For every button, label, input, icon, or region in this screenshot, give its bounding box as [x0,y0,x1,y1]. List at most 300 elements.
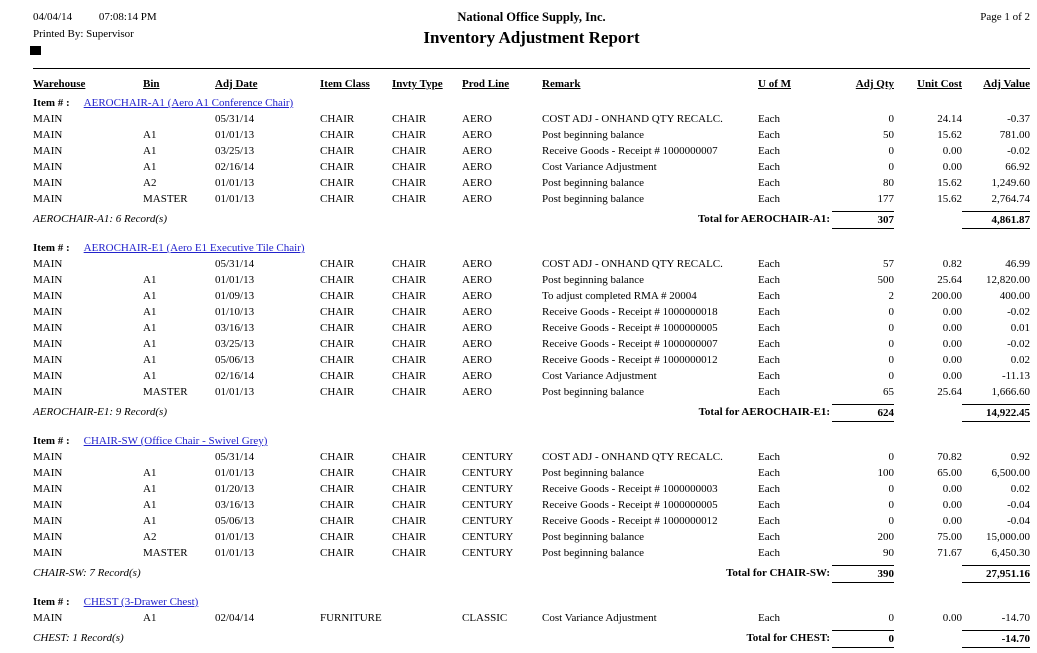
cell-uofm: Each [758,451,780,463]
table-row [33,175,1030,191]
cell-adj-qty: 0 [888,483,894,495]
cell-adj-qty: 100 [877,467,894,479]
cell-uofm: Each [758,547,780,559]
group-total-qty: 0 [832,630,894,648]
cell-remark: Receive Goods - Receipt # 1000000003 [542,483,718,495]
cell-adj-value: -0.02 [1007,306,1030,318]
cell-prod-line: AERO [462,354,492,366]
table-row [33,304,1030,320]
item-number-label: Item # : [33,97,70,109]
table-row [33,529,1030,545]
cell-uofm: Each [758,177,780,189]
cell-invty-type: CHAIR [392,193,427,205]
cell-adj-qty: 0 [888,515,894,527]
cell-uofm: Each [758,306,780,318]
cell-warehouse: MAIN [33,354,63,366]
group-total-qty: 390 [832,565,894,583]
cell-unit-cost: 71.67 [937,547,962,559]
cell-unit-cost: 0.00 [942,499,962,511]
cell-warehouse: MAIN [33,515,63,527]
cell-warehouse: MAIN [33,193,63,205]
cell-item-class: CHAIR [320,354,355,366]
cell-item-class: CHAIR [320,258,355,270]
item-group [33,594,1030,648]
cell-item-class: CHAIR [320,451,355,463]
cell-adj-qty: 0 [888,113,894,125]
cell-item-class: CHAIR [320,370,355,382]
cell-bin: A2 [143,177,157,189]
cell-bin: A1 [143,370,157,382]
cell-prod-line: CENTURY [462,483,514,495]
cell-uofm: Each [758,193,780,205]
cell-bin: MASTER [143,386,188,398]
cell-adj-date: 05/06/13 [215,515,255,527]
table-row [33,449,1030,465]
cell-adj-qty: 0 [888,161,894,173]
cell-item-class: CHAIR [320,483,355,495]
table-row [33,336,1030,352]
column-header-label: Unit Cost [917,78,962,90]
report-header [33,10,1030,68]
cell-adj-value: -0.02 [1007,338,1030,350]
cell-unit-cost: 0.00 [942,354,962,366]
group-total-unitcost-empty [894,565,962,583]
cell-prod-line: AERO [462,322,492,334]
item-number-label: Item # : [33,242,70,254]
print-time: 07:08:14 PM [98,11,157,23]
cell-warehouse: MAIN [33,499,63,511]
cell-adj-value: 46.99 [1005,258,1030,270]
cell-remark: Cost Variance Adjustment [542,161,657,173]
cell-unit-cost: 15.62 [937,177,962,189]
cell-bin: A1 [143,515,157,527]
column-header-uofm [758,75,832,93]
cell-invty-type: CHAIR [392,177,427,189]
cell-invty-type [392,610,462,626]
cell-invty-type: CHAIR [392,467,427,479]
cell-adj-value: -0.37 [1007,113,1030,125]
cell-invty-type: CHAIR [392,354,427,366]
item-link[interactable]: AEROCHAIR-A1 (Aero A1 Conference Chair) [83,97,294,109]
cell-prod-line: CENTURY [462,547,514,559]
cell-item-class: CHAIR [320,113,355,125]
cell-adj-value: -14.70 [1001,612,1030,624]
cell-bin: MASTER [143,193,188,205]
cell-remark: Cost Variance Adjustment [542,612,657,624]
printed-by: Printed By: Supervisor [33,28,134,40]
cell-adj-value: 781.00 [999,129,1030,141]
cell-remark: Receive Goods - Receipt # 1000000005 [542,322,718,334]
cell-adj-date: 01/01/13 [215,386,255,398]
header-rule [33,68,1030,69]
cell-bin: A1 [143,322,157,334]
cell-adj-value: 66.92 [1005,161,1030,173]
cell-warehouse: MAIN [33,322,63,334]
cell-adj-value: 0.01 [1010,322,1030,334]
cell-adj-date: 05/06/13 [215,354,255,366]
cell-adj-date: 02/16/14 [215,370,255,382]
cell-remark: Post beginning balance [542,547,645,559]
table-row [33,320,1030,336]
column-header-item-class [320,75,392,93]
group-record-count: AEROCHAIR-E1: 9 Record(s) [33,406,167,418]
column-header-label: Item Class [320,78,370,90]
cell-uofm: Each [758,483,780,495]
column-header-label: Warehouse [33,78,86,90]
cell-adj-qty: 2 [888,290,894,302]
cell-remark: Post beginning balance [542,129,645,141]
cell-warehouse: MAIN [33,451,63,463]
cell-adj-qty: 0 [888,370,894,382]
cell-prod-line: AERO [462,129,492,141]
cell-invty-type: CHAIR [392,129,427,141]
cell-adj-date: 01/01/13 [215,129,255,141]
cell-adj-qty: 65 [883,386,894,398]
cell-invty-type: CHAIR [392,547,427,559]
cell-unit-cost: 0.00 [942,612,962,624]
cell-remark: Post beginning balance [542,531,645,543]
column-header-adj-qty [832,75,894,93]
cell-invty-type: CHAIR [392,386,427,398]
cell-adj-date: 01/01/13 [215,274,255,286]
column-header-label: Remark [542,78,581,90]
cell-invty-type: CHAIR [392,531,427,543]
table-row [33,143,1030,159]
cell-warehouse: MAIN [33,386,63,398]
column-header-bin [143,75,215,93]
cell-uofm: Each [758,467,780,479]
group-total-value: 14,922.45 [962,404,1030,422]
cell-bin: A1 [143,467,157,479]
cell-prod-line: AERO [462,113,492,125]
column-header-label: U of M [758,78,791,90]
cell-prod-line: AERO [462,338,492,350]
cell-adj-value: -11.13 [1001,370,1030,382]
cell-adj-date: 01/10/13 [215,306,255,318]
cell-adj-value: 0.92 [1010,451,1030,463]
cell-adj-qty: 0 [888,612,894,624]
cell-warehouse: MAIN [33,306,63,318]
cell-warehouse: MAIN [33,483,63,495]
cell-adj-qty: 0 [888,306,894,318]
table-row [33,127,1030,143]
cell-prod-line: AERO [462,306,492,318]
cell-unit-cost: 0.00 [942,145,962,157]
cell-adj-qty: 50 [883,129,894,141]
table-row [33,497,1030,513]
column-header-label: Adj Qty [855,78,894,90]
cell-prod-line: AERO [462,290,492,302]
item-link[interactable]: AEROCHAIR-E1 (Aero E1 Executive Tile Chair) [83,242,305,254]
column-header-adj-date [215,75,320,93]
cell-remark: COST ADJ - ONHAND QTY RECALC. [542,113,723,125]
cell-invty-type: CHAIR [392,370,427,382]
cell-unit-cost: 24.14 [937,113,962,125]
cell-uofm: Each [758,354,780,366]
cell-remark: Receive Goods - Receipt # 1000000012 [542,354,718,366]
cell-adj-qty: 500 [877,274,894,286]
cell-adj-date: 05/31/14 [215,113,255,125]
cell-invty-type: CHAIR [392,515,427,527]
item-group [33,240,1030,422]
table-row [33,191,1030,207]
cell-uofm: Each [758,386,780,398]
cell-adj-qty: 177 [877,193,894,205]
cell-adj-qty: 0 [888,322,894,334]
column-header-label: Invty Type [392,78,443,90]
cell-uofm: Each [758,338,780,350]
cell-adj-qty: 0 [888,145,894,157]
cell-uofm: Each [758,531,780,543]
cell-warehouse: MAIN [33,129,63,141]
column-header-warehouse [33,75,143,93]
cell-invty-type: CHAIR [392,161,427,173]
cell-adj-qty: 57 [883,258,894,270]
cell-unit-cost: 15.62 [937,129,962,141]
group-total-label: Total for AEROCHAIR-E1: [698,406,830,418]
cell-prod-line: AERO [462,145,492,157]
cell-item-class: CHAIR [320,531,355,543]
cell-adj-value: 1,249.60 [991,177,1030,189]
cell-adj-date: 03/25/13 [215,338,255,350]
cell-unit-cost: 25.64 [937,386,962,398]
cell-item-class: CHAIR [320,338,355,350]
column-header-label: Bin [143,78,160,90]
cell-unit-cost: 15.62 [937,193,962,205]
cell-adj-value: 0.02 [1010,354,1030,366]
item-group [33,95,1030,229]
cell-warehouse: MAIN [33,338,63,350]
cell-unit-cost: 0.00 [942,515,962,527]
cell-bin [143,256,215,272]
column-header-label: Adj Date [215,78,258,90]
item-header-row [33,95,1030,111]
cell-adj-value: -0.02 [1007,145,1030,157]
cell-uofm: Each [758,113,780,125]
cell-adj-value: 2,764.74 [991,193,1030,205]
group-footer-row [33,211,1030,229]
group-record-count: CHEST: 1 Record(s) [33,632,124,644]
cell-remark: Post beginning balance [542,386,645,398]
cell-unit-cost: 75.00 [937,531,962,543]
cell-item-class: CHAIR [320,547,355,559]
cell-warehouse: MAIN [33,177,63,189]
cell-item-class: CHAIR [320,386,355,398]
cell-unit-cost: 0.00 [942,338,962,350]
cell-bin: A1 [143,306,157,318]
cell-invty-type: CHAIR [392,290,427,302]
cell-adj-qty: 200 [877,531,894,543]
cell-bin [143,111,215,127]
cell-prod-line: AERO [462,274,492,286]
cell-uofm: Each [758,290,780,302]
page-title: Inventory Adjustment Report [423,28,640,47]
cell-adj-date: 03/16/13 [215,499,255,511]
header-center [33,10,1030,48]
item-number-label: Item # : [33,596,70,608]
cell-adj-date: 01/01/13 [215,177,255,189]
group-footer-row [33,404,1030,422]
cell-item-class: CHAIR [320,322,355,334]
cell-bin: A1 [143,129,157,141]
group-record-count: AEROCHAIR-A1: 6 Record(s) [33,213,167,225]
table-row [33,159,1030,175]
cell-adj-value: -0.04 [1007,499,1030,511]
cell-adj-qty: 90 [883,547,894,559]
cell-bin: A1 [143,499,157,511]
cell-adj-qty: 0 [888,338,894,350]
cell-item-class: CHAIR [320,193,355,205]
item-link[interactable]: CHAIR-SW (Office Chair - Swivel Grey) [83,435,268,447]
cell-item-class: CHAIR [320,129,355,141]
cell-unit-cost: 0.00 [942,370,962,382]
cell-uofm: Each [758,145,780,157]
cell-invty-type: CHAIR [392,145,427,157]
cell-warehouse: MAIN [33,370,63,382]
page-indicator: Page 1 of 2 [980,11,1030,23]
cell-warehouse: MAIN [33,612,63,624]
cell-item-class: CHAIR [320,145,355,157]
group-total-label: Total for CHEST: [746,632,830,644]
cell-warehouse: MAIN [33,145,63,157]
print-date: 04/04/14 [33,11,73,23]
cell-remark: Receive Goods - Receipt # 1000000005 [542,499,718,511]
cell-item-class: CHAIR [320,290,355,302]
cell-remark: COST ADJ - ONHAND QTY RECALC. [542,451,723,463]
cell-prod-line: CLASSIC [462,612,508,624]
table-row [33,272,1030,288]
group-total-unitcost-empty [894,211,962,229]
cell-adj-date: 01/01/13 [215,547,255,559]
table-row [33,111,1030,127]
cell-adj-value: 6,500.00 [991,467,1030,479]
cell-adj-date: 01/20/13 [215,483,255,495]
cell-item-class: CHAIR [320,177,355,189]
column-header-unit-cost [894,75,962,93]
cell-unit-cost: 0.00 [942,306,962,318]
cell-warehouse: MAIN [33,274,63,286]
cell-adj-qty: 0 [888,451,894,463]
cell-prod-line: AERO [462,177,492,189]
cell-item-class: CHAIR [320,467,355,479]
table-row [33,465,1030,481]
cell-adj-date: 03/25/13 [215,145,255,157]
report-body [33,95,1030,648]
cell-remark: Receive Goods - Receipt # 1000000007 [542,338,718,350]
group-total-unitcost-empty [894,404,962,422]
cell-adj-date: 01/09/13 [215,290,255,302]
table-row [33,610,1030,626]
cell-item-class: CHAIR [320,274,355,286]
cell-remark: Cost Variance Adjustment [542,370,657,382]
cell-adj-date: 01/01/13 [215,467,255,479]
cell-adj-value: 12,820.00 [986,274,1030,286]
cell-invty-type: CHAIR [392,258,427,270]
cell-bin: A1 [143,612,157,624]
cell-remark: To adjust completed RMA # 20004 [542,290,697,302]
group-total-qty: 307 [832,211,894,229]
cell-bin: A1 [143,338,157,350]
cell-uofm: Each [758,258,780,270]
column-header-prod-line [462,75,542,93]
cell-uofm: Each [758,161,780,173]
cell-item-class: CHAIR [320,306,355,318]
cell-invty-type: CHAIR [392,338,427,350]
cell-uofm: Each [758,499,780,511]
cell-remark: Post beginning balance [542,193,645,205]
cell-uofm: Each [758,612,780,624]
column-header-adj-value [962,75,1030,93]
cell-warehouse: MAIN [33,113,63,125]
cell-unit-cost: 25.64 [937,274,962,286]
column-header-remark [542,75,758,93]
cell-bin: A1 [143,483,157,495]
table-row [33,256,1030,272]
cell-uofm: Each [758,515,780,527]
column-header-label: Prod Line [462,78,510,90]
cell-remark: Post beginning balance [542,177,645,189]
cell-warehouse: MAIN [33,547,63,559]
table-row [33,481,1030,497]
column-header-label: Adj Value [983,78,1030,90]
cell-prod-line: CENTURY [462,515,514,527]
black-square-marker [30,46,41,55]
company-name: National Office Supply, Inc. [457,10,606,24]
group-total-unitcost-empty [894,630,962,648]
column-header-row [33,75,1030,93]
group-total-value: 27,951.16 [962,565,1030,583]
cell-prod-line: CENTURY [462,531,514,543]
table-row [33,368,1030,384]
item-header-row [33,594,1030,610]
cell-bin [143,449,215,465]
cell-adj-date: 03/16/13 [215,322,255,334]
cell-adj-value: 0.02 [1010,483,1030,495]
group-footer-row [33,565,1030,583]
cell-adj-value: -0.04 [1007,515,1030,527]
cell-prod-line: AERO [462,370,492,382]
cell-adj-date: 01/01/13 [215,531,255,543]
cell-unit-cost: 0.00 [942,322,962,334]
cell-adj-date: 02/16/14 [215,161,255,173]
cell-adj-qty: 0 [888,499,894,511]
cell-adj-date: 01/01/13 [215,193,255,205]
table-row [33,513,1030,529]
cell-item-class: CHAIR [320,161,355,173]
cell-prod-line: CENTURY [462,467,514,479]
group-record-count: CHAIR-SW: 7 Record(s) [33,567,141,579]
cell-invty-type: CHAIR [392,483,427,495]
group-total-value: 4,861.87 [962,211,1030,229]
group-total-label: Total for CHAIR-SW: [726,567,830,579]
cell-unit-cost: 0.82 [942,258,962,270]
group-total-value: -14.70 [962,630,1030,648]
cell-item-class: CHAIR [320,515,355,527]
group-total-label: Total for AEROCHAIR-A1: [697,213,830,225]
item-link[interactable]: CHEST (3-Drawer Chest) [83,596,199,608]
cell-bin: A1 [143,161,157,173]
cell-remark: Receive Goods - Receipt # 1000000007 [542,145,718,157]
cell-item-class: CHAIR [320,499,355,511]
cell-invty-type: CHAIR [392,322,427,334]
item-group [33,433,1030,583]
cell-adj-value: 6,450.30 [991,547,1030,559]
cell-uofm: Each [758,322,780,334]
item-header-row [33,240,1030,256]
cell-adj-value: 1,666.60 [991,386,1030,398]
cell-adj-qty: 0 [888,354,894,366]
cell-unit-cost: 70.82 [937,451,962,463]
